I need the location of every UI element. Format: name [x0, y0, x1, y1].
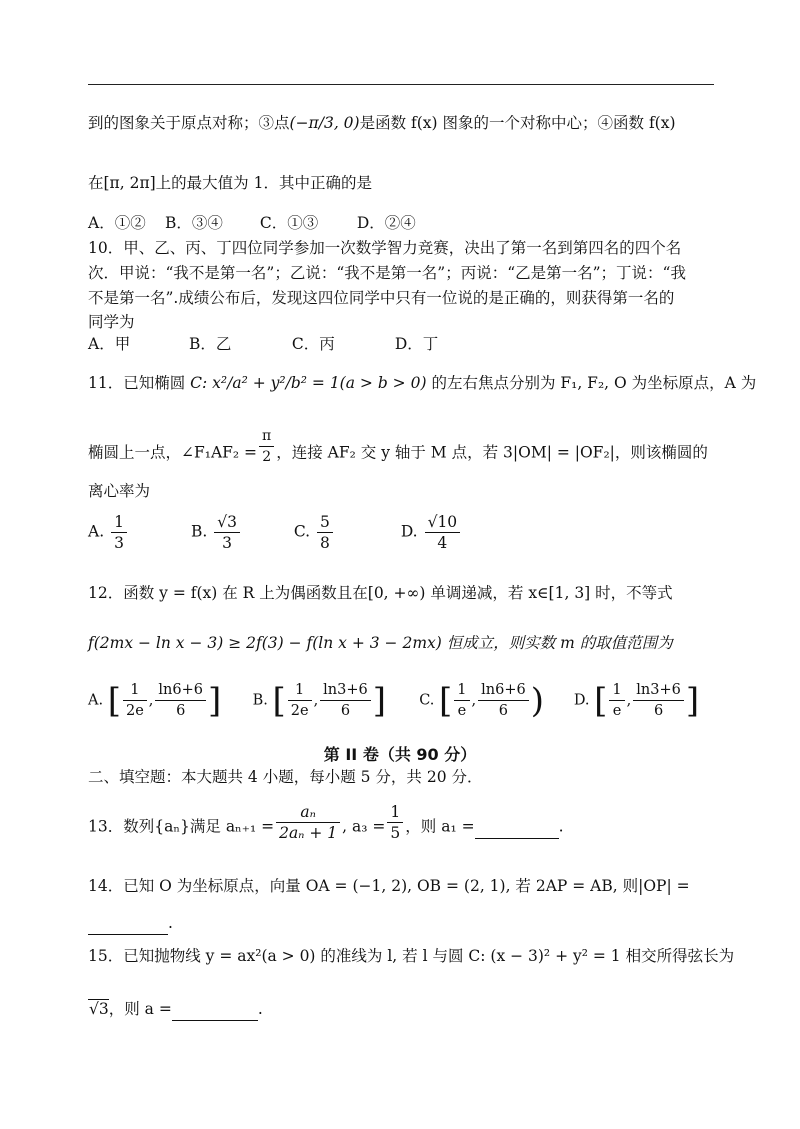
q12-option-b-lower-num: 1	[288, 680, 312, 701]
q11-option-b-den: 3	[222, 534, 233, 552]
q12-option-c-lower-den: e	[457, 703, 467, 719]
q11-option-a[interactable]	[88, 512, 186, 553]
q12-option-c-lower-num: 1	[454, 680, 469, 701]
q13-a3-num: 1	[387, 802, 403, 823]
q12-option-a-right-bracket: ]	[207, 680, 222, 721]
q11-option-a-num: 1	[111, 512, 127, 533]
q11-angle-fraction	[259, 426, 274, 467]
q12-option-b-upper-den: 6	[340, 703, 351, 719]
q11-angle-den: 2	[262, 449, 272, 465]
q15-end: .	[257, 1000, 263, 1018]
q10-option-d[interactable]: D．丁	[394, 335, 439, 353]
q13-answer-blank[interactable]	[475, 816, 559, 839]
q12-option-d-left-bracket: [	[594, 680, 608, 721]
q10-line3: 不是第一名”.成绩公布后，发现这四位同学中只有一位说的是正确的，则获得第一名的	[88, 289, 675, 307]
q11-line1-a: 11．已知椭圆	[88, 374, 186, 392]
q11-option-c-num: 5	[317, 512, 333, 533]
q10-option-b[interactable]: B．乙	[188, 335, 232, 353]
q12-line1: 12．函数 y = f(x) 在 R 上为偶函数且在[0, +∞) 单调递减，若 x∈[1, 3] 时，不等式	[88, 584, 673, 602]
q11-option-c[interactable]	[294, 512, 396, 553]
q9-option-b[interactable]: B．③④	[164, 214, 223, 232]
q9-option-d[interactable]: D．②④	[356, 214, 416, 232]
q12-option-a-label: A.	[88, 692, 104, 709]
q9-point: (−π/3, 0)	[289, 114, 360, 132]
q13-line	[88, 803, 564, 843]
q9-line1-a: 到的图象关于原点对称；③点	[88, 114, 290, 132]
q12-option-d-label: D.	[573, 692, 590, 709]
q12-option-c-right-bracket: )	[530, 680, 544, 721]
q15-text-b: ，则 a =	[108, 1000, 172, 1018]
q11-line3: 离心率为	[88, 482, 151, 500]
q12-option-c-lower	[454, 680, 469, 721]
q14-line1: 14．已知 O 为坐标原点，向量 OA = (−1, 2), OB = (2, 1), 若 2AP = AB, 则|OP| =	[88, 877, 690, 895]
q11-option-b[interactable]	[191, 512, 289, 553]
q11-option-a-label: A.	[88, 522, 105, 541]
q11-option-c-den: 8	[320, 534, 330, 552]
q13-num: aₙ	[276, 802, 340, 823]
q11-option-d-num: √10	[425, 512, 461, 533]
q11-line2	[88, 428, 708, 467]
q12-option-a-upper-num: ln6+6	[155, 680, 206, 701]
q12-option-c-upper	[478, 680, 529, 721]
q12-line2: f(2mx − ln x − 3) ≥ 2f(3) − f(ln x + 3 − 2mx) 恒成立，则实数 m 的取值范围为	[88, 634, 673, 652]
q12-option-b-lower	[288, 680, 312, 721]
q12-option-d-lower-num: 1	[609, 680, 624, 701]
q11-option-d[interactable]	[401, 512, 462, 553]
q12-option-b-right-bracket: ]	[372, 680, 387, 721]
q11-line1-b: 的左右焦点分别为 F₁, F₂, O 为坐标原点，A 为	[431, 374, 757, 392]
q9-option-a[interactable]: A．①②	[88, 214, 146, 232]
q12-option-c-upper-den: 6	[498, 703, 509, 719]
q9-option-c[interactable]: C．①③	[259, 214, 319, 232]
q10-option-a[interactable]: A．甲	[88, 335, 131, 353]
q12-option-d-lower-den: e	[612, 703, 622, 719]
q9-line1	[88, 112, 676, 134]
q9-options	[88, 212, 416, 234]
q12-option-d-right-bracket: ]	[685, 680, 700, 721]
q11-line1	[88, 372, 756, 394]
q11-angle-num: π	[259, 426, 274, 447]
q12-option-d-lower	[609, 680, 624, 721]
q12-option-a-lower-den: 2e	[125, 703, 144, 719]
q11-option-a-den: 3	[114, 534, 124, 552]
q11-option-c-fraction	[317, 512, 333, 553]
q15-answer-blank[interactable]	[172, 998, 258, 1021]
q15-line1: 15．已知抛物线 y = ax²(a > 0) 的准线为 l, 若 l 与圆 C: (x − 3)² + y² = 1 相交所得弦长为	[88, 947, 735, 965]
q15-line2	[88, 998, 263, 1021]
q13-a3-den: 5	[390, 824, 401, 842]
q14-end: .	[168, 914, 173, 932]
q13-fraction	[276, 802, 340, 843]
q11-option-d-fraction	[425, 512, 461, 553]
q12-option-d-upper-num: ln3+6	[633, 680, 684, 701]
q12-option-a-lower-num: 1	[123, 680, 147, 701]
q11-option-d-label: D.	[400, 522, 418, 541]
q11-line2-b: ，连接 AF₂ 交 y 轴于 M 点，若 3|OM| = |OF₂|，则该椭圆的	[276, 443, 708, 462]
q13-a3-fraction	[387, 802, 403, 843]
q12-option-c-label: C.	[419, 692, 435, 709]
q11-option-b-label: B.	[190, 522, 208, 541]
q12-option-a[interactable]: A. [ $\frac{1}{2e}$ , $\frac{\ln 6+6}{6}$ ]	[88, 680, 222, 721]
q12-option-b-label: B.	[252, 692, 268, 709]
q10-line1: 10．甲、乙、丙、丁四位同学参加一次数学智力竞赛，决出了第一名到第四名的四个名	[88, 239, 682, 257]
q13-den: 2aₙ + 1	[279, 824, 338, 842]
section-instruction: 二、填空题：本大题共 4 小题，每小题 5 分，共 20 分．	[88, 768, 483, 786]
q11-option-a-fraction	[111, 512, 127, 553]
q12-option-a-upper	[155, 680, 206, 721]
q14-answer-blank[interactable]	[88, 912, 168, 935]
q10-line2: 次．甲说：“我不是第一名”；乙说：“我不是第一名”；丙说：“乙是第一名”；丁说：“我	[88, 264, 686, 282]
q11-option-b-fraction	[214, 512, 240, 553]
q13-text-c: ，则 a₁ =	[405, 817, 475, 836]
q12-option-c[interactable]: C. [ $\frac{1}{e}$ , $\frac{\ln 6+6}{6}$ )	[419, 680, 544, 721]
q14-line2	[88, 912, 173, 935]
q12-option-d-upper	[633, 680, 684, 721]
q13-end: .	[558, 817, 564, 836]
q12-option-b-lower-den: 2e	[290, 703, 309, 719]
q12-option-a-upper-den: 6	[176, 703, 186, 719]
q9-line2: 在[π, 2π]上的最大值为 1．其中正确的是	[88, 174, 372, 192]
q10-option-c[interactable]: C．丙	[291, 335, 335, 353]
section-title: 第 II 卷（共 90 分）	[323, 745, 477, 764]
q11-option-c-label: C.	[293, 522, 311, 541]
q12-option-b-left-bracket: [	[272, 680, 286, 721]
q15-sqrt: √3	[89, 1000, 109, 1018]
q12-option-b[interactable]: B. [ $\frac{1}{2e}$ , $\frac{\ln 3+6}{6}$ ]	[252, 680, 387, 721]
q13-text-b: , a₃ =	[342, 817, 386, 836]
q10-line4: 同学为	[88, 313, 135, 331]
q12-option-d-upper-den: 6	[653, 703, 664, 719]
q12-option-c-left-bracket: [	[439, 680, 453, 721]
q12-options	[88, 680, 699, 721]
top-rule	[88, 84, 714, 85]
q12-option-a-left-bracket: [	[107, 680, 121, 721]
q11-option-b-num: √3	[214, 512, 240, 533]
q9-line1-b: 是函数 f(x) 图象的一个对称中心；④函数 f(x)	[359, 114, 676, 132]
q12-option-d[interactable]: D. [ $\frac{1}{e}$ , $\frac{\ln 3+6}{6}$ ]	[573, 680, 700, 721]
q11-option-d-den: 4	[437, 534, 448, 552]
q11-line2-a: 椭圆上一点，∠F₁AF₂ =	[88, 443, 258, 462]
q12-option-b-upper-num: ln3+6	[320, 680, 371, 701]
q13-text-a: 13．数列{aₙ}满足 aₙ₊₁ =	[88, 817, 275, 836]
q10-options	[88, 333, 438, 355]
q12-option-a-lower	[123, 680, 147, 721]
q12-option-c-upper-num: ln6+6	[478, 680, 529, 701]
q11-options	[88, 512, 462, 553]
q11-ellipse-formula: C: x²/a² + y²/b² = 1(a > b > 0)	[190, 374, 427, 392]
q12-option-b-upper	[320, 680, 371, 721]
